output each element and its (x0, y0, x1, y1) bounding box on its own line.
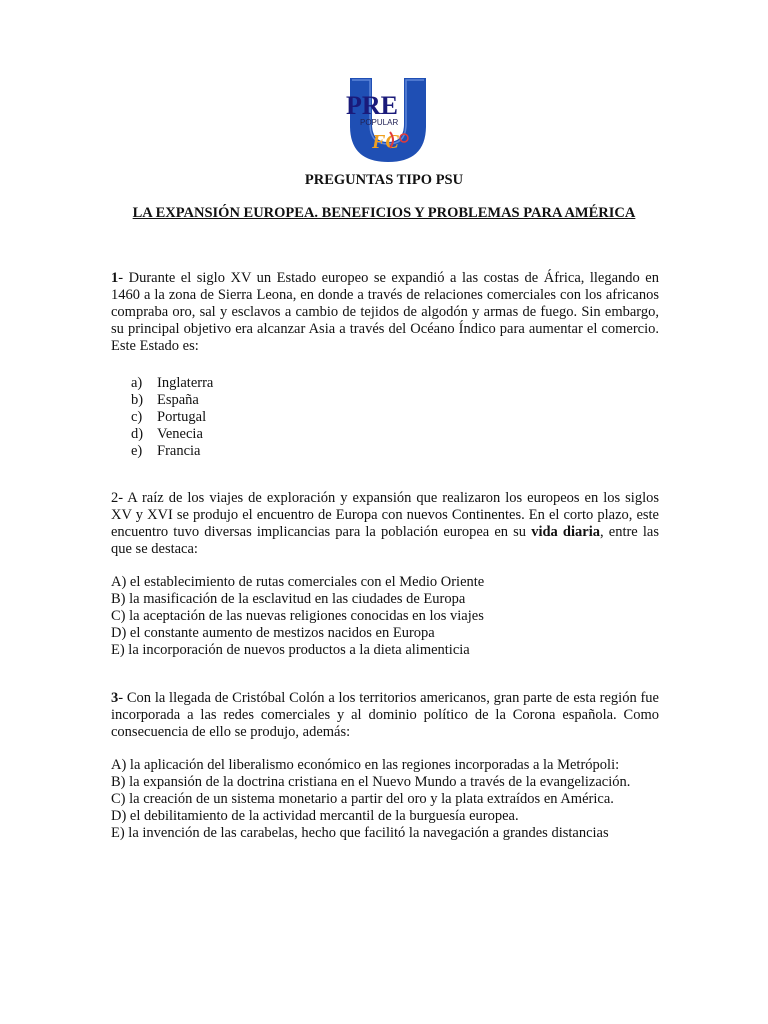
question-1-option: a) Inglaterra (131, 375, 214, 391)
question-3-option: E) la invención de las carabelas, hecho que facilitó la navegación a grandes distancias (111, 825, 609, 841)
question-2-option: E) la incorporación de nuevos productos a la dieta alimenticia (111, 642, 470, 658)
question-3-option: D) el debilitamiento de la actividad mercantil de la burguesía europea. (111, 808, 519, 824)
question-3-sep: - (118, 690, 124, 706)
question-1-sep: - (118, 270, 124, 286)
question-3-option: A) la aplicación del liberalismo económico en las regiones incorporadas a la Metrópoli: (111, 757, 620, 773)
logo-word: PRE (346, 91, 398, 120)
question-3 (111, 690, 659, 842)
question-1-stem (111, 270, 659, 355)
logo-sub: POPULAR (360, 118, 399, 127)
logo-tag: FC (372, 131, 399, 153)
question-3-text: Con la llegada de Cristóbal Colón a los territorios americanos, gran parte de esta región fue incorporada a las redes comerciales y al dominio político de la Corona española. Como consecuencia de ello se produjo, además: (111, 690, 659, 740)
question-1-option: d) Venecia (131, 426, 203, 442)
question-3-number: 3 (111, 690, 119, 706)
question-2-emphasis: vida diaria (531, 524, 600, 540)
question-3-option: C) la creación de un sistema monetario a partir del oro y la plata extraídos en América. (111, 791, 614, 807)
question-2-option: C) la aceptación de las nuevas religiones conocidas en los viajes (111, 608, 484, 624)
question-1-option: b) España (131, 392, 199, 408)
question-2-option: B) la masificación de la esclavitud en las ciudades de Europa (111, 591, 466, 607)
question-2-stem: 2- A raíz de los viajes de exploración y expansión que realizaron los europeos en los siglos XV y XVI se produjo el encuentro de Europa con nuevos Continentes. En el corto plazo, este encuentro tuvo diversas implicancias para la población europea en su vida diaria, entre las que se destaca: (111, 490, 659, 557)
document-title: PREGUNTAS TIPO PSU (304, 172, 464, 188)
question-2 (111, 490, 659, 659)
question-1-option: c) Portugal (131, 409, 207, 425)
question-1-number: 1 (111, 270, 119, 286)
question-2-options (111, 574, 659, 659)
question-1-text: Durante el siglo XV un Estado europeo se expandió a las costas de África, llegando en 1460 a la zona de Sierra Leona, en donde a través de relaciones comerciales con los africanos compraba oro, sal y esclavos a cambio de tejidos de algodón y armas de fuego. Sin embargo, su principal objetivo era alcanzar Asia a través del Océano Índico para aumentar el comercio. Este Estado es: (111, 270, 659, 354)
question-3-stem (111, 690, 659, 741)
question-2-option: A) el establecimiento de rutas comerciales con el Medio Oriente (111, 574, 485, 590)
question-3-options (111, 757, 659, 842)
question-2-option: D) el constante aumento de mestizos nacidos en Europa (111, 625, 435, 641)
question-2-number: 2- (111, 490, 124, 506)
preu-popular-logo (338, 72, 438, 168)
question-1-options (111, 375, 659, 460)
document-subtitle: LA EXPANSIÓN EUROPEA. BENEFICIOS Y PROBLEMAS PARA AMÉRICA (132, 205, 636, 221)
question-1-option: e) Francia (131, 443, 201, 459)
question-1 (111, 270, 659, 460)
question-3-option: B) la expansión de la doctrina cristiana en el Nuevo Mundo a través de la evangelización. (111, 774, 631, 790)
